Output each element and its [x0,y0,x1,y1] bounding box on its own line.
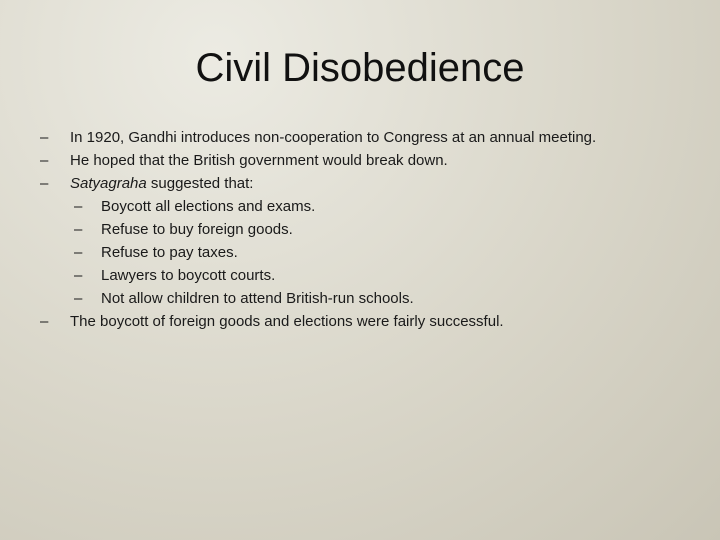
bullet-item [40,310,700,333]
sub-bullet-dash: – [74,198,83,215]
bullet-dash: – [40,152,49,169]
bullet-dash: – [40,313,49,330]
sub-bullet-text: Not allow children to attend British-run schools. [101,290,414,307]
sub-bullet-item [40,264,700,287]
bullet-text-rest: suggested that: [146,175,254,192]
bullet-text: In 1920, Gandhi introduces non-cooperation to Congress at an annual meeting. [70,129,597,146]
bullet-item [40,172,700,195]
bullet-item [40,149,700,172]
sub-bullet-text: Refuse to pay taxes. [101,244,238,261]
sub-bullet-text: Refuse to buy foreign goods. [101,221,293,238]
bullet-text [70,172,253,195]
sub-bullet-dash: – [74,221,83,238]
sub-bullet-item [40,287,700,310]
sub-bullet-item [40,195,700,218]
sub-bullet-text: Lawyers to boycott courts. [101,267,276,284]
slide-title: Civil Disobedience [195,46,525,90]
bullet-text: The boycott of foreign goods and elections were fairly successful. [70,313,504,330]
sub-bullet-item [40,218,700,241]
sub-bullet-dash: – [74,290,83,307]
satyagraha-term: Satyagraha [70,175,147,192]
bullet-list [40,126,700,333]
sub-bullet-dash: – [74,244,83,261]
sub-bullet-item [40,241,700,264]
bullet-dash: – [40,175,49,192]
bullet-dash: – [40,129,49,146]
sub-bullet-text: Boycott all elections and exams. [101,198,316,215]
bullet-item [40,126,700,149]
sub-bullet-dash: – [74,267,83,284]
bullet-text: He hoped that the British government would break down. [70,152,448,169]
